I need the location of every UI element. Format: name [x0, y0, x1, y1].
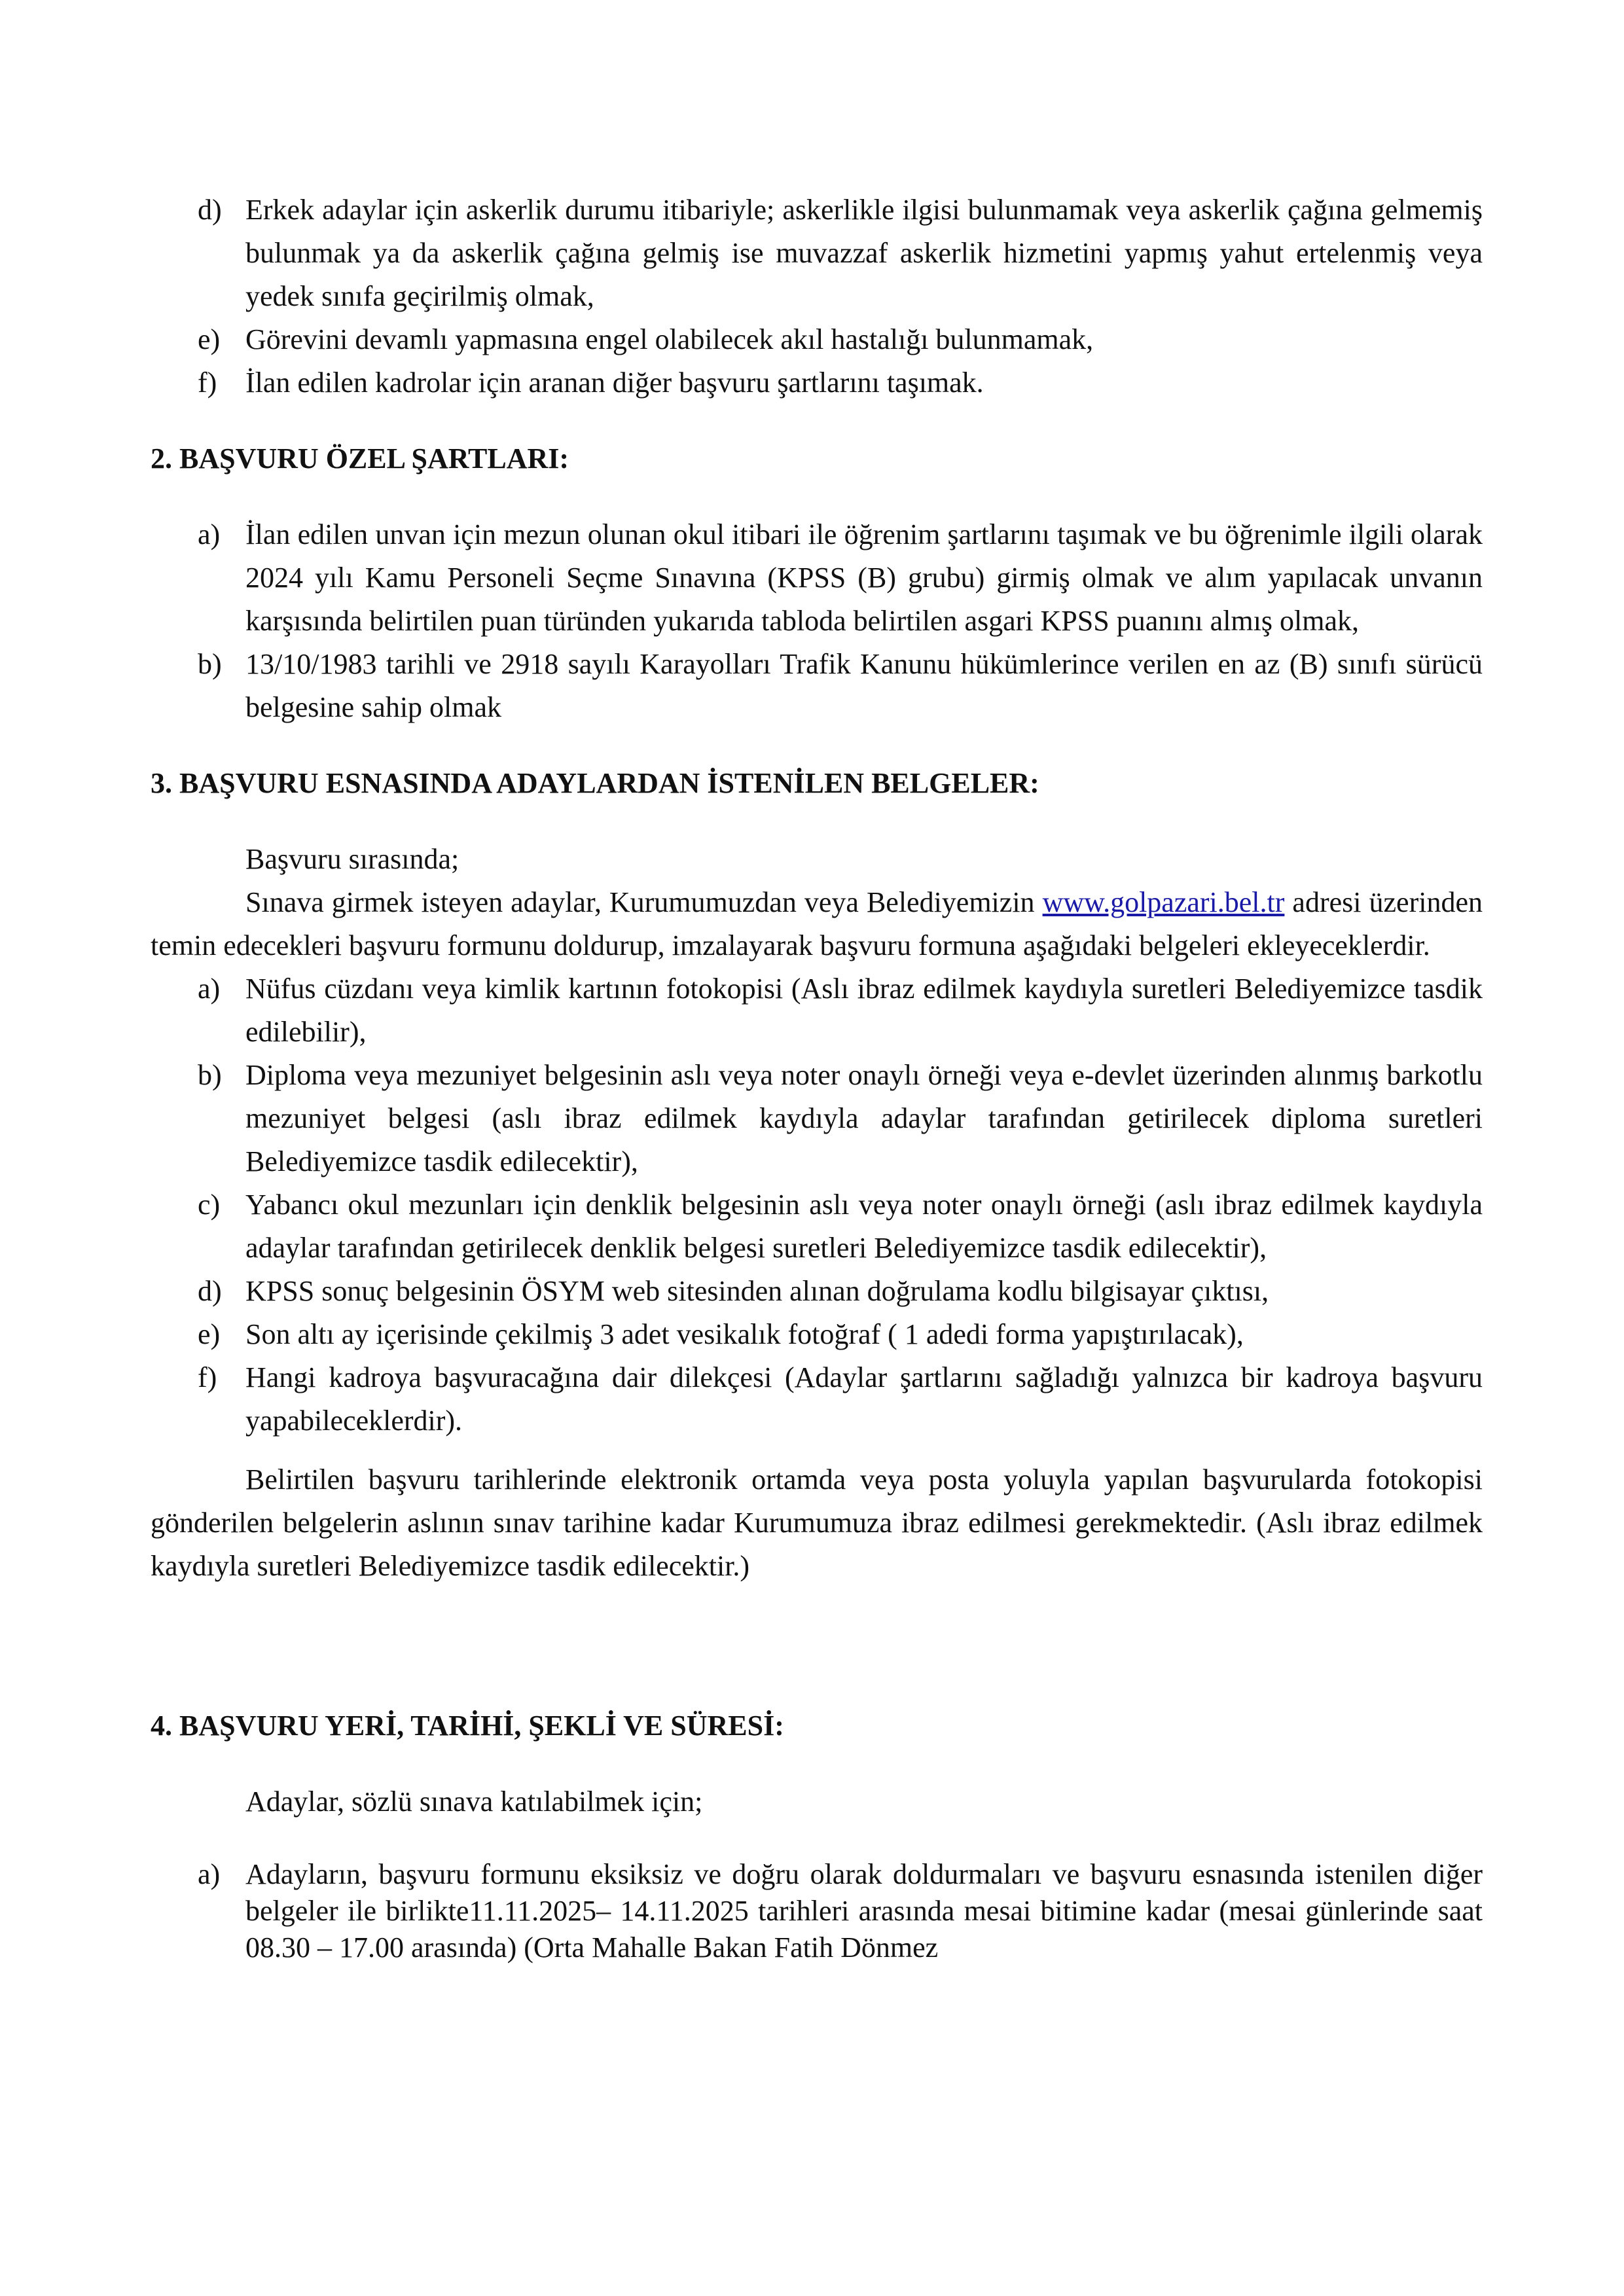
list-item: [151, 643, 1483, 729]
item-label: d): [198, 1275, 222, 1307]
list-item: [151, 1356, 1483, 1443]
item-label: e): [198, 323, 221, 355]
item-label: e): [198, 1318, 221, 1350]
item-text: Nüfus cüzdanı veya kimlik kartının fotokopisi (Aslı ibraz edilmek kaydıyla suretleri Belediyemizce tasdik edilebilir),: [245, 973, 1483, 1048]
item-text: İlan edilen unvan için mezun olunan okul itibari ile öğrenim şartlarını taşımak ve bu öğrenimle ilgili olarak 2024 yılı Kamu Personeli Seçme Sınavına (KPSS (B) grubu) girmiş olmak ve alım yapılacak unvanın karşısında belirtilen puan türünden yukarıda tabloda belirtilen asgari KPSS puanını almış olmak,: [245, 518, 1483, 637]
item-text: 13/10/1983 tarihli ve 2918 sayılı Karayolları Trafik Kanunu hükümlerince verilen en az (B) sınıfı sürücü belgesine sahip olmak: [245, 648, 1483, 723]
section4-list: [151, 1856, 1483, 1966]
item-text: Görevini devamlı yapmasına engel olabilecek akıl hastalığı bulunmamak,: [245, 323, 1094, 355]
item-label: a): [198, 518, 221, 550]
item-text: Hangi kadroya başvuracağına dair dilekçesi (Adaylar şartlarını sağladığı yalnızca bir kadroya başvuru yapabileceklerdir).: [245, 1361, 1483, 1437]
section1-list: [151, 188, 1483, 404]
item-label: b): [198, 1059, 222, 1091]
section4-heading: 4. BAŞVURU YERİ, TARİHİ, ŞEKLİ VE SÜRESİ:: [151, 1710, 784, 1742]
document-page: [151, 188, 1483, 1966]
item-text: Yabancı okul mezunları için denklik belgesinin aslı veya noter onaylı örneği (aslı ibraz edilmek kaydıyla adaylar tarafından getirilecek denklik belgesi suretleri Belediyemizce tasdik edilecektir),: [245, 1189, 1483, 1264]
list-item: [151, 1270, 1483, 1313]
list-item: [151, 1313, 1483, 1356]
section3-list: [151, 967, 1483, 1443]
item-text: Erkek adaylar için askerlik durumu itibariyle; askerlikle ilgisi bulunmamak veya askerlik çağına gelmemiş bulunmak ya da askerlik çağına gelmiş ise muvazzaf askerlik hizmetini yapmış yahut ertelenmiş veya yedek sınıfa geçirilmiş olmak,: [245, 194, 1483, 312]
list-item: [151, 1054, 1483, 1183]
item-label: a): [198, 973, 221, 1005]
item-label: d): [198, 194, 222, 226]
paragraph-text: adresi üzerinden temin edecekleri başvuru formunu doldurup, imzalayarak başvuru formuna aşağıdaki belgeleri ekleyeceklerdir.: [151, 886, 1483, 961]
section3-closing: Belirtilen başvuru tarihlerinde elektronik ortamda veya posta yoluyla yapılan başvurularda fotokopisi gönderilen belgelerin aslının sınav tarihine kadar Kurumumuza ibraz edilmesi gerekmektedir. (Aslı ibraz edilmek kaydıyla suretleri Belediyemizce tasdik edilecektir.): [151, 1463, 1483, 1582]
list-item: [151, 318, 1483, 361]
item-text: Adayların, başvuru formunu eksiksiz ve doğru olarak doldurmaları ve başvuru esnasında istenilen diğer belgeler ile birlikte11.11.2025– 14.11.2025 tarihleri arasında mesai bitimine kadar (mesai günlerinde saat 08.30 – 17.00 arasında) (Orta Mahalle Bakan Fatih Dönmez: [245, 1858, 1483, 1964]
list-item: [151, 1183, 1483, 1270]
list-item: [151, 188, 1483, 318]
item-text: İlan edilen kadrolar için aranan diğer başvuru şartlarını taşımak.: [245, 367, 984, 399]
section3-intro: Başvuru sırasında;: [245, 843, 460, 875]
item-text: KPSS sonuç belgesinin ÖSYM web sitesinden alınan doğrulama kodlu bilgisayar çıktısı,: [245, 1275, 1269, 1307]
section4-intro: Adaylar, sözlü sınava katılabilmek için;: [245, 1785, 703, 1818]
list-item: [151, 967, 1483, 1054]
list-item: [151, 361, 1483, 404]
item-label: a): [198, 1858, 221, 1890]
website-link[interactable]: www.golpazari.bel.tr: [1042, 886, 1285, 918]
list-item: [151, 1856, 1483, 1966]
paragraph-text: Sınava girmek isteyen adaylar, Kurumumuzdan veya Belediyemizin: [245, 886, 1043, 918]
section2-heading: 2. BAŞVURU ÖZEL ŞARTLARI:: [151, 442, 569, 475]
item-text: Son altı ay içerisinde çekilmiş 3 adet vesikalık fotoğraf ( 1 adedi forma yapıştırılacak),: [245, 1318, 1244, 1350]
list-item: [151, 513, 1483, 643]
item-label: c): [198, 1189, 221, 1221]
item-label: f): [198, 367, 217, 399]
section3-paragraph: [151, 881, 1483, 967]
item-label: b): [198, 648, 222, 680]
section2-list: [151, 513, 1483, 729]
section3-heading: 3. BAŞVURU ESNASINDA ADAYLARDAN İSTENİLEN BELGELER:: [151, 767, 1039, 799]
item-text: Diploma veya mezuniyet belgesinin aslı veya noter onaylı örneği veya e-devlet üzerinden alınmış barkotlu mezuniyet belgesi (aslı ibraz edilmek kaydıyla adaylar tarafından getirilecek diploma suretleri Belediyemizce tasdik edilecektir),: [245, 1059, 1483, 1177]
item-label: f): [198, 1361, 217, 1393]
